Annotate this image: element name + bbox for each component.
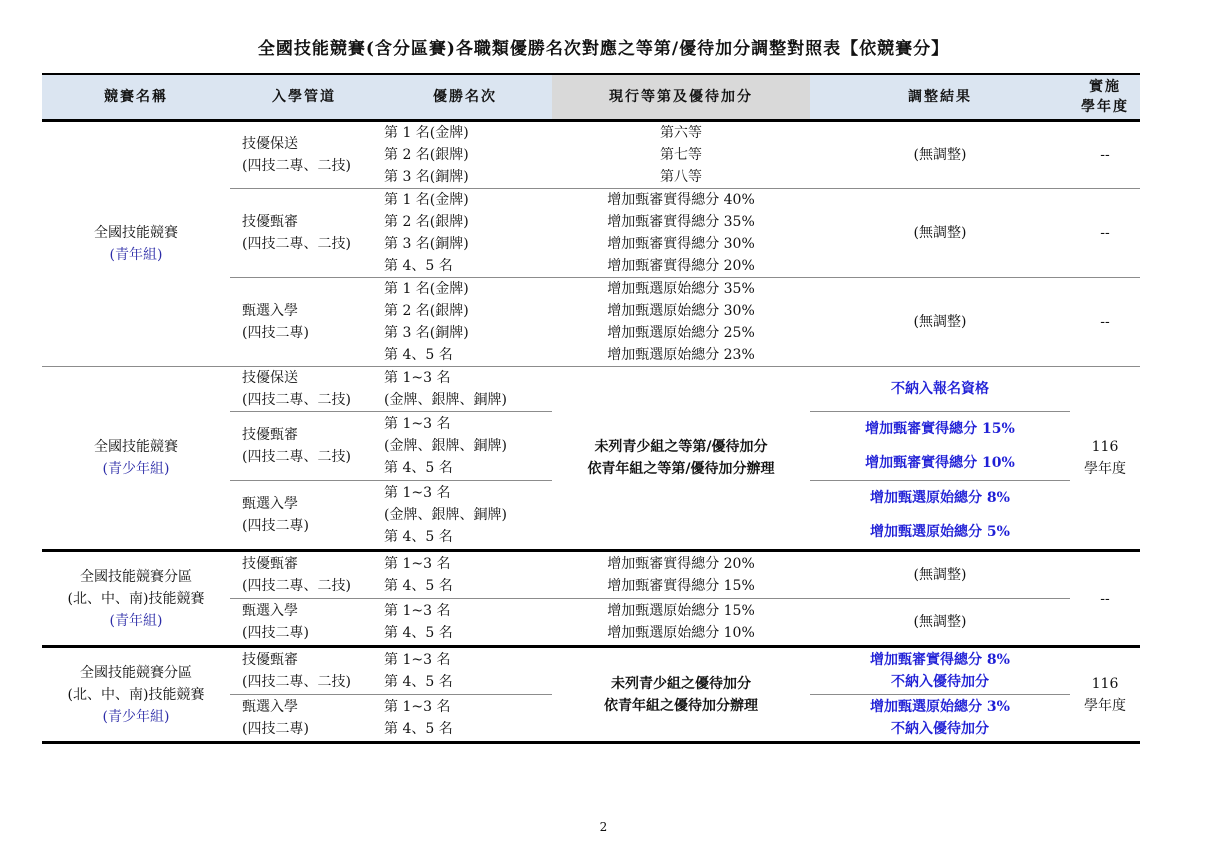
rank-cell: [378, 695, 552, 743]
result-cell: (無調整): [913, 614, 967, 630]
channel-sub: (四技二專、二技): [242, 392, 351, 408]
current-cell: [552, 599, 810, 647]
competition-cell: [42, 551, 230, 647]
result-cell: [810, 695, 1070, 743]
result-cell: (無調整): [810, 121, 1070, 189]
table-row: [42, 551, 1140, 599]
header-result: 調整結果: [810, 74, 1070, 121]
result-item: 不納入優待加分: [891, 674, 989, 690]
channel-sub: (四技二專、二技): [242, 578, 351, 594]
current-item: 增加甄選原始總分 25%: [607, 325, 755, 341]
year-line: 116: [1091, 439, 1119, 455]
competition-name: (北、中、南)技能競賽: [67, 686, 205, 703]
table-row: [42, 121, 1140, 189]
table-row: [42, 367, 1140, 412]
channel-sub: (四技二專、二技): [242, 158, 351, 174]
current-merged-line: 依青年組之等第/優待加分辦理: [587, 461, 775, 477]
rank-item: 第 4、5 名: [384, 258, 453, 274]
rank-item: (金牌、銀牌、銅牌): [384, 438, 507, 454]
channel-sub: (四技二專): [242, 721, 309, 737]
header-competition: 競賽名稱: [42, 74, 230, 121]
current-cell: [552, 551, 810, 599]
page-number: 2: [599, 820, 608, 834]
competition-cell: [42, 367, 230, 551]
channel-sub: (四技二專): [242, 625, 309, 641]
rank-cell: [378, 481, 552, 551]
result-cell: (無調整): [810, 189, 1070, 278]
channel-cell: [230, 367, 378, 412]
channel-name: 技優甄審: [242, 427, 298, 443]
result-item: 增加甄審實得總分 8%: [870, 652, 1010, 668]
channel-sub: (四技二專、二技): [242, 674, 351, 690]
rank-item: (金牌、銀牌、銅牌): [384, 392, 507, 408]
result-item: 增加甄選原始總分 8%: [870, 490, 1010, 506]
channel-sub: (四技二專、二技): [242, 236, 351, 252]
channel-name: 技優甄審: [242, 214, 298, 230]
rank-item: 第 1 名(金牌): [384, 125, 469, 141]
result-item: 增加甄選原始總分 5%: [870, 524, 1010, 540]
channel-name: 甄選入學: [242, 303, 298, 319]
rank-item: 第 4、5 名: [384, 460, 453, 476]
rank-item: 第 4、5 名: [384, 674, 453, 690]
result-cell: [810, 647, 1070, 695]
result-item: 增加甄審實得總分 10%: [865, 455, 1015, 471]
result-cell: [810, 412, 1070, 481]
rank-cell: [378, 599, 552, 647]
rank-item: 第 1~3 名: [384, 603, 451, 619]
current-item: 增加甄審實得總分 35%: [607, 214, 755, 230]
rank-item: 第 2 名(銀牌): [384, 214, 469, 230]
header-year-line2: 學年度: [1081, 99, 1129, 115]
competition-name: 全國技能競賽: [94, 225, 178, 241]
result-item: 增加甄審實得總分 15%: [865, 421, 1015, 437]
current-item: 增加甄審實得總分 30%: [607, 236, 755, 252]
channel-name: 技優保送: [242, 136, 298, 152]
year-line: 學年度: [1084, 461, 1126, 477]
channel-sub: (四技二專、二技): [242, 449, 351, 465]
channel-cell: [230, 121, 378, 189]
current-item: 增加甄選原始總分 23%: [607, 347, 755, 363]
year-cell: --: [1070, 551, 1140, 647]
rank-item: 第 3 名(銅牌): [384, 236, 469, 252]
header-row: [42, 74, 1140, 121]
rank-item: 第 3 名(銅牌): [384, 169, 469, 185]
rank-cell: [378, 367, 552, 412]
channel-cell: [230, 189, 378, 278]
result-cell: [810, 481, 1070, 551]
current-merged-cell: [552, 367, 810, 551]
current-item: 增加甄選原始總分 15%: [607, 603, 755, 619]
current-item: 增加甄選原始總分 10%: [607, 625, 755, 641]
current-item: 增加甄審實得總分 20%: [607, 258, 755, 274]
rank-item: 第 4、5 名: [384, 721, 453, 737]
year-cell: --: [1070, 121, 1140, 189]
rank-item: 第 1 名(金牌): [384, 281, 469, 297]
channel-cell: [230, 481, 378, 551]
competition-name: 全國技能競賽分區: [80, 664, 192, 681]
rank-item: 第 4、5 名: [384, 625, 453, 641]
rank-item: 第 1~3 名: [384, 652, 451, 668]
competition-name: 全國技能競賽: [94, 439, 178, 455]
channel-cell: [230, 412, 378, 481]
year-cell: [1070, 367, 1140, 551]
result-item: 不納入優待加分: [891, 721, 989, 737]
channel-name: 甄選入學: [242, 699, 298, 715]
channel-name: 甄選入學: [242, 603, 298, 619]
rank-cell: [378, 412, 552, 481]
channel-name: 技優甄審: [242, 556, 298, 572]
year-cell: --: [1100, 314, 1110, 330]
channel-cell: [230, 599, 378, 647]
rank-cell: [378, 121, 552, 189]
channel-name: 技優甄審: [242, 652, 298, 668]
current-item: 第七等: [660, 147, 702, 163]
current-cell: [552, 278, 810, 367]
result-cell: (無調整): [810, 551, 1070, 599]
rank-item: 第 1~3 名: [384, 485, 451, 501]
rank-cell: [378, 551, 552, 599]
rank-cell: [378, 278, 552, 367]
channel-cell: [230, 647, 378, 695]
current-merged-cell: [552, 647, 810, 743]
current-merged-line: 未列青少組之等第/優待加分: [594, 439, 768, 455]
current-merged-line: 未列青少組之優待加分: [611, 675, 751, 692]
result-cell: (無調整): [913, 314, 967, 330]
year-line: 學年度: [1084, 697, 1126, 714]
channel-name: 甄選入學: [242, 496, 298, 512]
channel-sub: (四技二專): [242, 518, 309, 534]
rank-cell: [378, 647, 552, 695]
rank-item: 第 4、5 名: [384, 529, 453, 545]
channel-cell: [230, 551, 378, 599]
current-item: 第六等: [660, 125, 702, 141]
channel-name: 技優保送: [242, 370, 298, 386]
result-cell: 不納入報名資格: [810, 367, 1070, 412]
competition-name: (北、中、南)技能競賽: [67, 590, 205, 607]
current-cell: [552, 121, 810, 189]
rank-item: 第 4、5 名: [384, 347, 453, 363]
year-cell: [1070, 647, 1140, 743]
current-cell: [552, 189, 810, 278]
current-item: 增加甄審實得總分 40%: [607, 192, 755, 208]
rank-cell: [378, 189, 552, 278]
header-current: 現行等第及優待加分: [552, 74, 810, 121]
current-item: 增加甄選原始總分 30%: [607, 303, 755, 319]
rank-item: 第 1~3 名: [384, 699, 451, 715]
rank-item: 第 2 名(銀牌): [384, 303, 469, 319]
current-item: 增加甄選原始總分 35%: [607, 281, 755, 297]
page-title: 全國技能競賽(含分區賽)各職類優勝名次對應之等第/優待加分調整對照表【依競賽分】: [257, 39, 950, 59]
competition-division: (青少年組): [102, 708, 170, 725]
competition-division: (青年組): [109, 612, 163, 629]
header-year-line1: 實施: [1089, 79, 1121, 95]
competition-division: (青年組): [109, 247, 163, 263]
rank-item: (金牌、銀牌、銅牌): [384, 507, 507, 523]
rank-item: 第 1~3 名: [384, 556, 451, 572]
adjustment-table: [42, 73, 1140, 744]
rank-item: 第 1~3 名: [384, 416, 451, 432]
result-item: 增加甄選原始總分 3%: [870, 699, 1010, 715]
channel-cell: [230, 278, 378, 367]
rank-item: 第 2 名(銀牌): [384, 147, 469, 163]
competition-name: 全國技能競賽分區: [80, 568, 192, 585]
rank-item: 第 3 名(銅牌): [384, 325, 469, 341]
current-item: 增加甄審實得總分 15%: [607, 578, 755, 594]
competition-cell: [42, 647, 230, 743]
header-rank: 優勝名次: [378, 74, 552, 121]
channel-sub: (四技二專): [242, 325, 309, 341]
current-item: 第八等: [660, 169, 702, 185]
year-line: 116: [1091, 675, 1119, 692]
year-cell: --: [1070, 189, 1140, 278]
header-year: [1070, 74, 1140, 121]
rank-item: 第 4、5 名: [384, 578, 453, 594]
channel-cell: [230, 695, 378, 743]
table-row: [42, 647, 1140, 695]
competition-division: (青少年組): [102, 461, 170, 477]
current-item: 增加甄審實得總分 20%: [607, 556, 755, 572]
competition-cell: [42, 121, 230, 367]
rank-item: 第 1~3 名: [384, 370, 451, 386]
rank-item: 第 1 名(金牌): [384, 192, 469, 208]
header-channel: 入學管道: [230, 74, 378, 121]
current-merged-line: 依青年組之優待加分辦理: [604, 697, 758, 714]
